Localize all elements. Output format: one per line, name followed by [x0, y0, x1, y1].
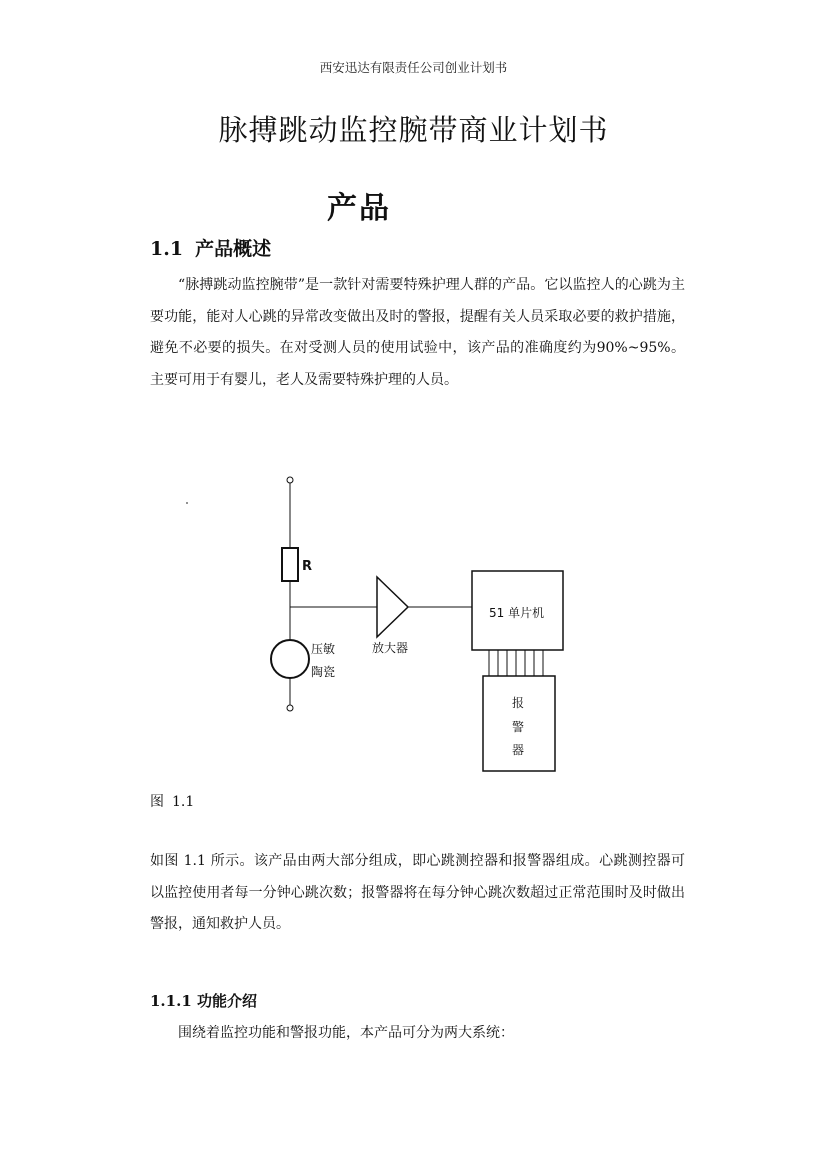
- resistor: [282, 548, 298, 581]
- top-terminal: [287, 477, 293, 483]
- sensor-label-line1: 压敏: [311, 642, 336, 656]
- stray-dot: [186, 502, 188, 504]
- figure-description-paragraph: 如图 1.1 所示。该产品由两大部分组成，即心跳测控器和报警器组成。心跳测控器可以监控使用者每一分钟心跳次数；报警器将在每分钟心跳次数超过正常范围时及时做出警报，通知救护人员。: [150, 853, 685, 932]
- amplifier-label: 放大器: [372, 641, 409, 655]
- subsection-heading: 1.1.1 功能介绍: [150, 992, 257, 1010]
- pressure-sensor: [271, 640, 309, 678]
- figure-caption-label: 图: [150, 794, 164, 810]
- amplifier-symbol: [377, 577, 408, 637]
- figure-caption-number: 1.1: [172, 794, 195, 810]
- section-number: 1.1: [150, 238, 184, 260]
- bus-lines: [489, 650, 543, 676]
- alarm-label-char-1: 报: [512, 696, 525, 710]
- chapter-title: 产品: [327, 191, 391, 226]
- sensor-label-line2: 陶瓷: [311, 665, 336, 679]
- bottom-terminal: [287, 705, 293, 711]
- subsection-paragraph: 围绕着监控功能和警报功能，本产品可分为两大系统：: [178, 1025, 514, 1041]
- mcu-label: 51 单片机: [489, 606, 545, 620]
- document-title: 脉搏跳动监控腕带商业计划书: [218, 113, 609, 147]
- resistor-label: R: [302, 559, 313, 574]
- overview-paragraph: “脉搏跳动监控腕带”是一款针对需要特殊护理人群的产品。它以监控人的心跳为主要功能，能对人心跳的异常改变做出及时的警报，提醒有关人员采取必要的救护措施，避免不必要的损失。在对受测人员的使用试验中，该产品的准确度约为90%~95%。主要可用于有婴儿，老人及需要特殊护理的人员。: [150, 277, 685, 388]
- alarm-label-char-2: 警: [512, 720, 525, 734]
- section-title: 产品概述: [195, 238, 272, 260]
- alarm-label-char-3: 器: [512, 743, 525, 757]
- page-header: 西安迅达有限责任公司创业计划书: [319, 60, 508, 75]
- figure-caption: [150, 791, 194, 811]
